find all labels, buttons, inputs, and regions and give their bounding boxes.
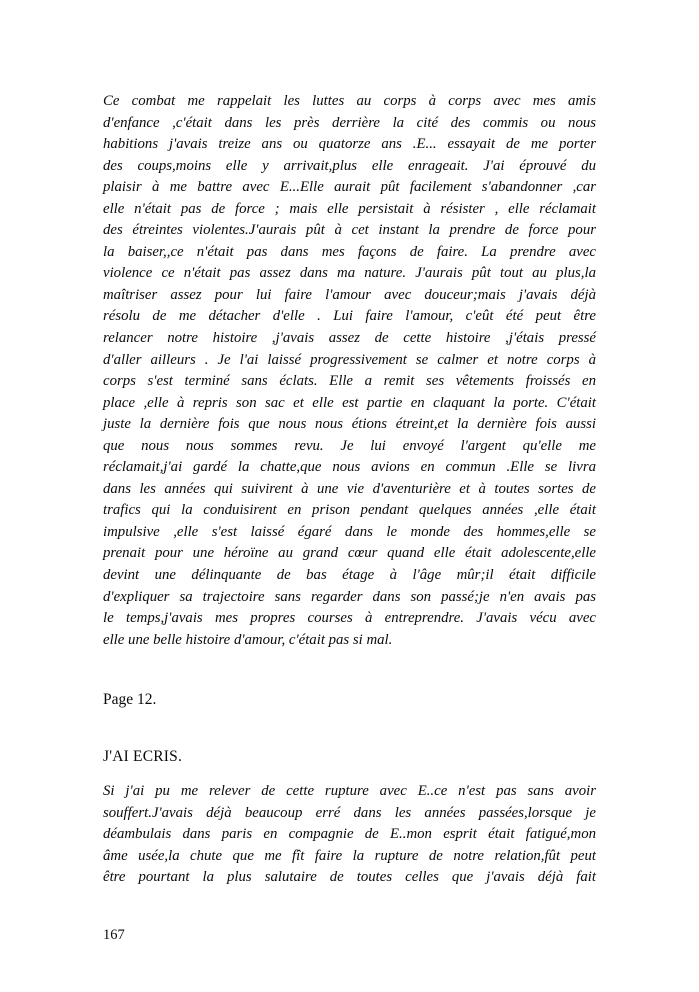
text-line: corps s'est terminé sans éclats. Elle a remit ses vêtements froissés en — [103, 373, 596, 390]
text-line: trafics qui la conduisirent en prison pendant quelques années ,elle était — [103, 502, 596, 519]
text-line: dans les années qui suivirent à une vie d'aventurière et à toutes sortes de — [103, 480, 596, 497]
text-line: impulsive ,elle s'est laissé égaré dans le monde des hommes,elle se — [103, 523, 596, 540]
text-line: Si j'ai pu me relever de cette rupture avec E..ce n'est pas sans avoir — [103, 783, 596, 799]
text-line: habitions j'avais treize ans ou quatorze ans .E... essayait de me porter — [103, 136, 596, 153]
text-line: d'expliquer sa trajectoire sans regarder dans son passé;je n'en avais pas — [103, 588, 596, 605]
text-line: violence ce n'était pas assez dans ma nature. J'aurais pût tout au plus,la — [103, 265, 596, 282]
text-line: elle une belle histoire d'amour, c'était pas si mal. — [103, 631, 393, 648]
text-line: plaisir à me battre avec E...Elle aurait pût facilement s'abandonner ,car — [103, 179, 596, 196]
text-line: place ,elle à repris son sac et elle est partie en claquant la porte. C'était — [103, 394, 596, 411]
text-line: réclamait,j'ai gardé la chatte,que nous avions en commun .Elle se livra — [103, 459, 596, 476]
body-paragraph-2 — [103, 781, 596, 889]
text-line: relancer notre histoire ,j'avais assez de cette histoire ,j'étais pressé — [103, 330, 596, 347]
text-line: âme usée,la chute que me fît faire la rupture de notre relation,fût peut — [103, 847, 596, 864]
text-line: des coups,moins elle y arrivait,plus elle enrageait. J'ai éprouvé du — [103, 157, 596, 174]
text-line: le temps,j'avais mes propres courses à entreprendre. J'avais vécu avec — [103, 610, 596, 627]
text-line: que nous nous sommes revu. Je lui envoyé l'argent qu'elle me — [103, 437, 596, 454]
text-line: d'aller ailleurs . Je l'ai laissé progressivement se calmer et notre corps à — [103, 351, 596, 368]
text-line: juste la dernière fois que nous nous étions étreint,et la dernière fois aussi — [103, 416, 596, 433]
page-reference-label: Page 12. — [103, 691, 157, 708]
text-line: des étreintes violentes.J'aurais pût à cet instant la prendre de force pour — [103, 222, 596, 239]
body-paragraph-1 — [103, 91, 596, 651]
text-line: Ce combat me rappelait les luttes au corps à corps avec mes amis — [103, 93, 596, 109]
text-line: être pourtant la plus salutaire de toutes celles que j'avais déjà fait — [103, 869, 596, 886]
text-line: maîtriser assez pour lui faire l'amour avec douceur;mais j'avais déjà — [103, 286, 596, 303]
section-heading: J'AI ECRIS. — [103, 748, 183, 765]
text-line: devint une délinquante de bas étage à l'âge mûr;il était difficile — [103, 567, 596, 584]
text-line: souffert.J'avais déjà beaucoup erré dans les années passées,lorsque je — [103, 804, 596, 821]
text-line: d'enfance ,c'était dans les près derrière la cité des commis ou nous — [103, 114, 596, 131]
text-line: la baiser,,ce n'était pas dans mes façons de faire. La prendre avec — [103, 243, 596, 260]
folio-page-number: 167 — [103, 927, 125, 943]
text-line: résolu de me détacher d'elle . Lui faire l'amour, c'eût été peut être — [103, 308, 596, 325]
text-line: déambulais dans paris en compagnie de E..mon esprit était fatigué,mon — [103, 826, 596, 843]
text-line: prenait pour une héroïne au grand cœur quand elle était adolescente,elle — [103, 545, 596, 562]
text-line: elle n'était pas de force ; mais elle persistait à résister , elle réclamait — [103, 200, 596, 217]
